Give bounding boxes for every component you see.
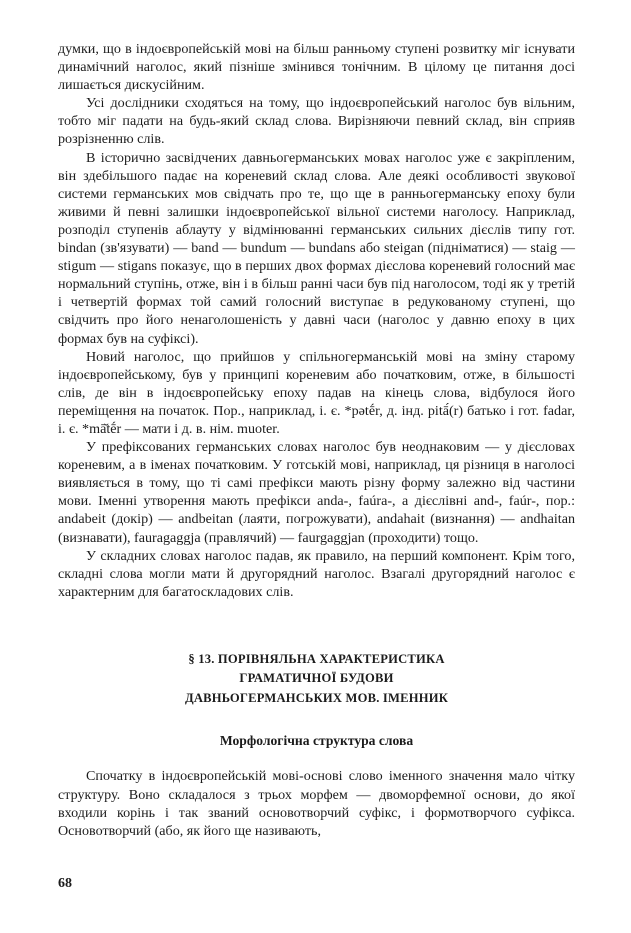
section-heading bbox=[58, 650, 575, 709]
subsection-heading: Морфологічна структура слова bbox=[219, 733, 414, 749]
section-heading-line: ГРАМАТИЧНОЇ БУДОВИ bbox=[239, 671, 394, 686]
paragraph: Новий наголос, що прийшов у спільногерманській мові на зміну старому індоєвропейському, був у принципі кореневим або початковим, отже, в більшості слів, де він в індоєвропейську епоху падав на кінець слова, відбулося його переміщення на початок. Пор., наприклад, і. є. *pətḗr, д. інд. pitā́(r) батько і гот. fadar, і. є. *mā̆tḗr — мати і д. в. нім. muoter. bbox=[58, 348, 575, 437]
section-heading-line: ДАВНЬОГЕРМАНСЬКИХ МОВ. ІМЕННИК bbox=[184, 690, 449, 705]
section-heading-line: § 13. ПОРІВНЯЛЬНА ХАРАКТЕРИСТИКА bbox=[188, 651, 445, 666]
paragraph: У складних словах наголос падав, як правило, на перший компонент. Крім того, складні слова могли мати й другорядний наголос. Взагалі другорядний наголос є характерним для багатоскладових слів. bbox=[58, 547, 575, 600]
page-body bbox=[58, 40, 575, 840]
paragraph: Спочатку в індоєвропейській мові-основі слово іменного значення мало чітку структуру. Воно складалося з трьох морфем — двоморфемної основи, до якої входили корінь і так званий основотворчий суфікс, і формотворчого суфікса. Основотворчий (або, як його ще називають, bbox=[58, 768, 575, 839]
paragraph: Усі дослідники сходяться на тому, що індоєвропейський наголос був вільним, тобто міг падати на будь-який склад слова. Вирізняючи певний склад, він сприяв розрізненню слів. bbox=[58, 95, 575, 148]
paragraph: думки, що в індоєвропейській мові на більш ранньому ступені розвитку міг існувати динамічний наголос, який пізніше змінився тонічним. В цілому це питання досі лишається дискусійним. bbox=[58, 41, 575, 94]
paragraph: У префіксованих германських словах наголос був неоднаковим — у дієсловах кореневим, а в іменах початковим. У готській мові, наприклад, ця різниця в наголосі виявляється в тому, що ті самі префікси мають різну форму залежно від частини мови. Іменні утворення мають префікси anda-, faúra-, а дієслівні and-, faúr-, пор.: andabeit (докір) — andbeitan (лаяти, погрожувати), andahait (визнання) — andhaitan (визнавати), fauragaggja (правлячий) — faurgaggjan (проходити) тощо. bbox=[58, 439, 575, 546]
paragraph: В історично засвідчених давньогерманських мовах наголос уже є закріпленим, він здебільшого падає на кореневий склад слова. Але деякі особливості звукової системи германських мов свідчать про те, що ще в ранньогерманську епоху були живими й певні залишки індоєвропейської вільної системи наголосу. Наприклад, розподіл ступенів аблауту у відмінюванні германських сильних дієслів типу гот. bindan (зв'язувати) — band — bundum — bundans або steigan (підніматися) — staig — stigum — stigans показує, що в перших двох формах дієслова кореневий голосний має нормальний ступінь, отже, він і в більш ранні часи був під наголосом, тоді як у третій і четвертій формах той самий голосний виступає в редукованому ступені, що свідчить про його ненаголошеність у давні часи (наголос у давню епоху в цих формах був на суфіксі). bbox=[58, 149, 575, 347]
page-number: 68 bbox=[58, 876, 72, 891]
